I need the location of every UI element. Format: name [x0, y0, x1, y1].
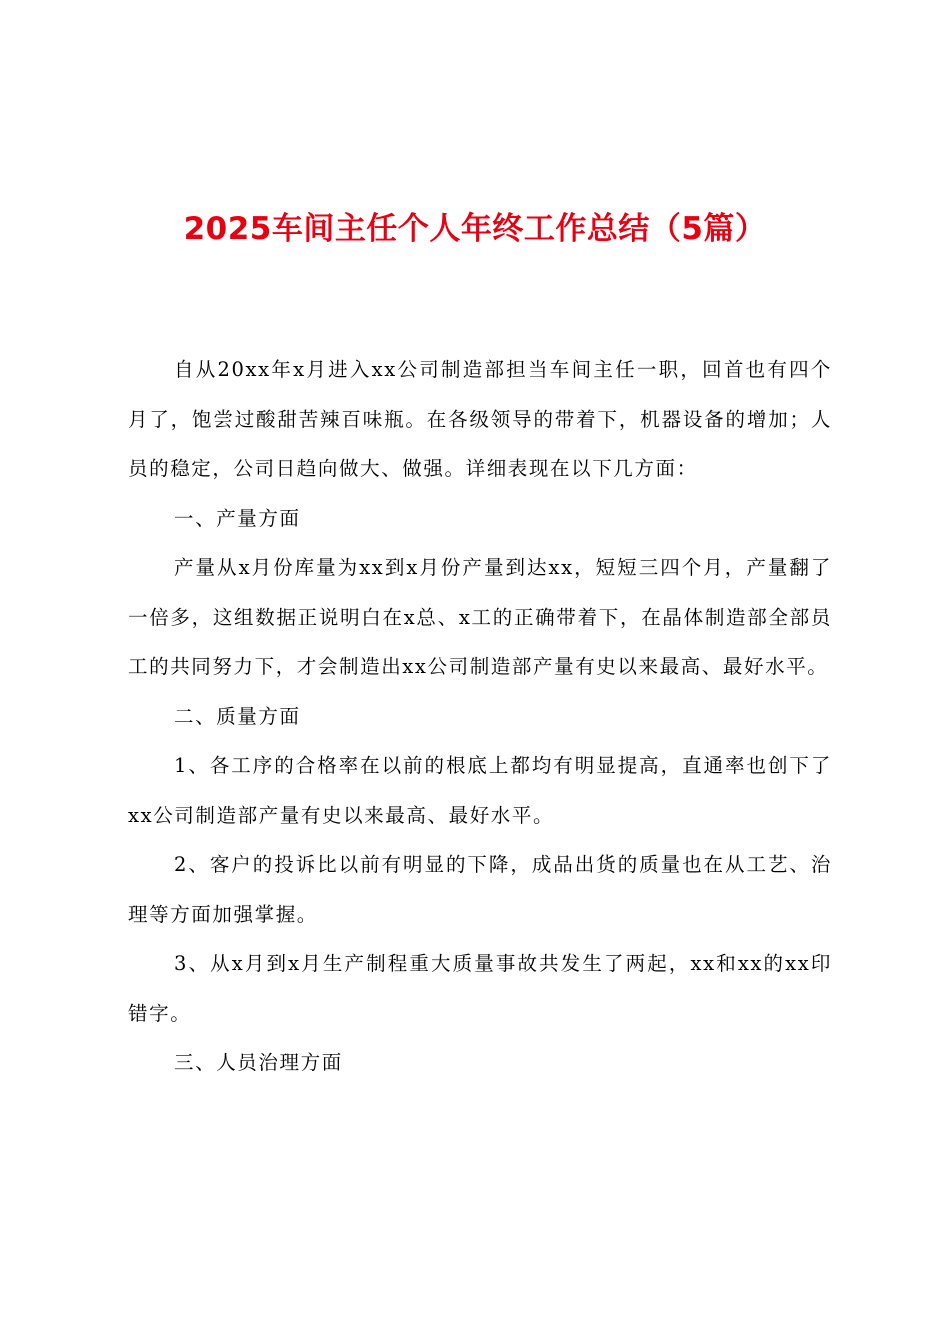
- section-heading-output: 一、产量方面: [174, 506, 301, 530]
- paragraph-output: 产量从x月份库量为xx到x月份产量到达xx，短短三四个月，产量翻了一倍多，这组数据正说明白在x总、x工的正确带着下，在晶体制造部全部员工的共同努力下，才会制造出xx公司制造部产量有史以来最高、最好水平。: [128, 556, 832, 678]
- paragraph-quality-2: 2、客户的投诉比以前有明显的下降，成品出货的质量也在从工艺、治理等方面加强掌握。: [128, 853, 832, 926]
- document-body: [128, 345, 832, 1088]
- paragraph-quality-3: 3、从x月到x月生产制程重大质量事故共发生了两起，xx和xx的xx印错字。: [128, 952, 832, 1025]
- paragraph-quality-1: 1、各工序的合格率在以前的根底上都均有明显提高，直通率也创下了xx公司制造部产量有史以来最高、最好水平。: [128, 754, 832, 827]
- paragraph-intro: 自从20xx年x月进入xx公司制造部担当车间主任一职，回首也有四个月了，饱尝过酸甜苦辣百味瓶。在各级领导的带着下，机器设备的增加；人员的稳定，公司日趋向做大、做强。详细表现在以下几方面：: [128, 358, 832, 480]
- section-heading-personnel: 三、人员治理方面: [174, 1051, 343, 1074]
- document-title: 2025车间主任个人年终工作总结（5篇）: [183, 210, 767, 247]
- section-heading-quality: 二、质量方面: [174, 704, 301, 728]
